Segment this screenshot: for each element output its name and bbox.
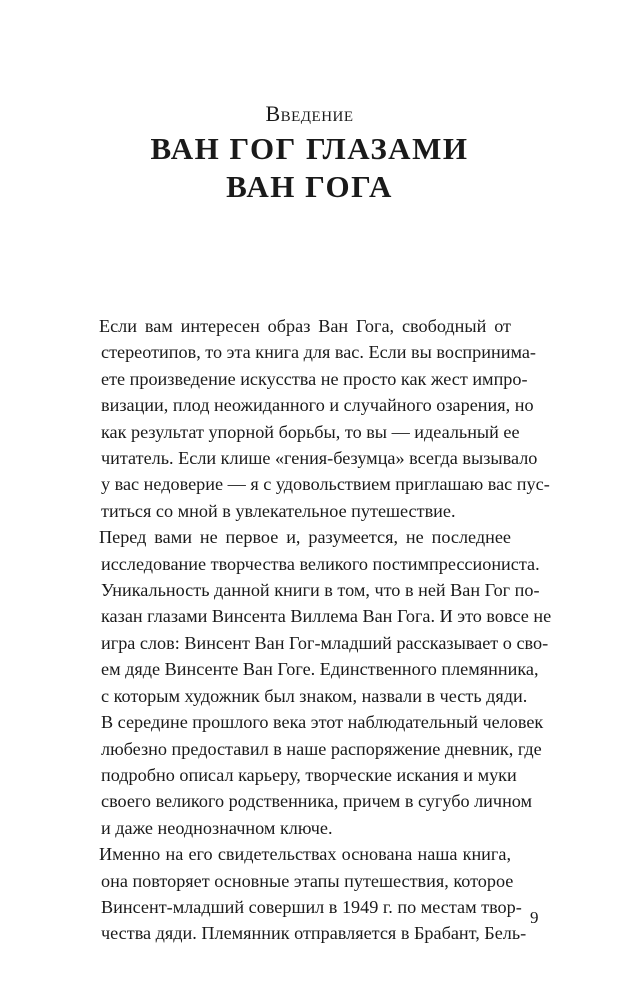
text-line: с которым художник был знаком, назвали в честь дяди. (101, 685, 528, 706)
text-line: стереотипов, то эта книга для вас. Если вы воспринима- (101, 342, 536, 363)
text-line: любезно предоставил в наше распоряжение дневник, где (101, 738, 542, 759)
text-line: казан глазами Винсента Виллема Ван Гога. И это вовсе не (101, 606, 552, 627)
chapter-title-line: ВАН ГОГА (226, 169, 393, 204)
text-line: у вас недоверие — я с удовольствием приглашаю вас пус- (101, 474, 550, 495)
text-line: чества дяди. Племянник отправляется в Брабант, Бель- (101, 923, 527, 944)
paragraph (71, 841, 527, 947)
chapter-title-line: ВАН ГОГ ГЛАЗАМИ (150, 131, 469, 166)
text-line: ете произведение искусства не просто как жест импро- (101, 368, 528, 389)
page-number: 9 (530, 908, 539, 927)
paragraph (71, 524, 552, 841)
body-text (71, 313, 552, 947)
text-line: и даже неоднозначном ключе. (101, 817, 333, 838)
chapter-label: Введение (265, 101, 354, 126)
text-line: Именно на его свидетельствах основана наша книга, (99, 844, 511, 865)
text-line: своего великого родственника, причем в сугубо личном (101, 791, 533, 812)
text-line: как результат упорной борьбы, то вы — идеальный ее (101, 421, 520, 442)
text-line: Уникальность данной книги в том, что в ней Ван Гог по- (101, 580, 540, 601)
text-line: Перед вами не первое и, разумеется, не последнее (99, 527, 511, 548)
text-line: В середине прошлого века этот наблюдательный человек (101, 712, 544, 733)
text-line: ем дяде Винсенте Ван Гоге. Единственного племянника, (101, 659, 539, 680)
chapter-title (0, 130, 619, 206)
text-line: читатель. Если клише «гения-безумца» всегда вызывало (101, 448, 538, 469)
text-line: исследование творчества великого постимпрессиониста. (101, 553, 540, 574)
text-line: подробно описал карьеру, творческие искания и муки (101, 764, 517, 785)
text-line: титься со мной в увлекательное путешествие. (101, 500, 456, 521)
text-line: игра слов: Винсент Ван Гог-младший рассказывает о сво- (101, 632, 549, 653)
text-line: она повторяет основные этапы путешествия, которое (101, 870, 514, 891)
text-line: Если вам интересен образ Ван Гога, свободный от (99, 316, 511, 336)
paragraph (71, 313, 550, 524)
text-line: Винсент-младший совершил в 1949 г. по местам твор- (101, 896, 522, 917)
text-line: визации, плод неожиданного и случайного озарения, но (101, 395, 534, 416)
